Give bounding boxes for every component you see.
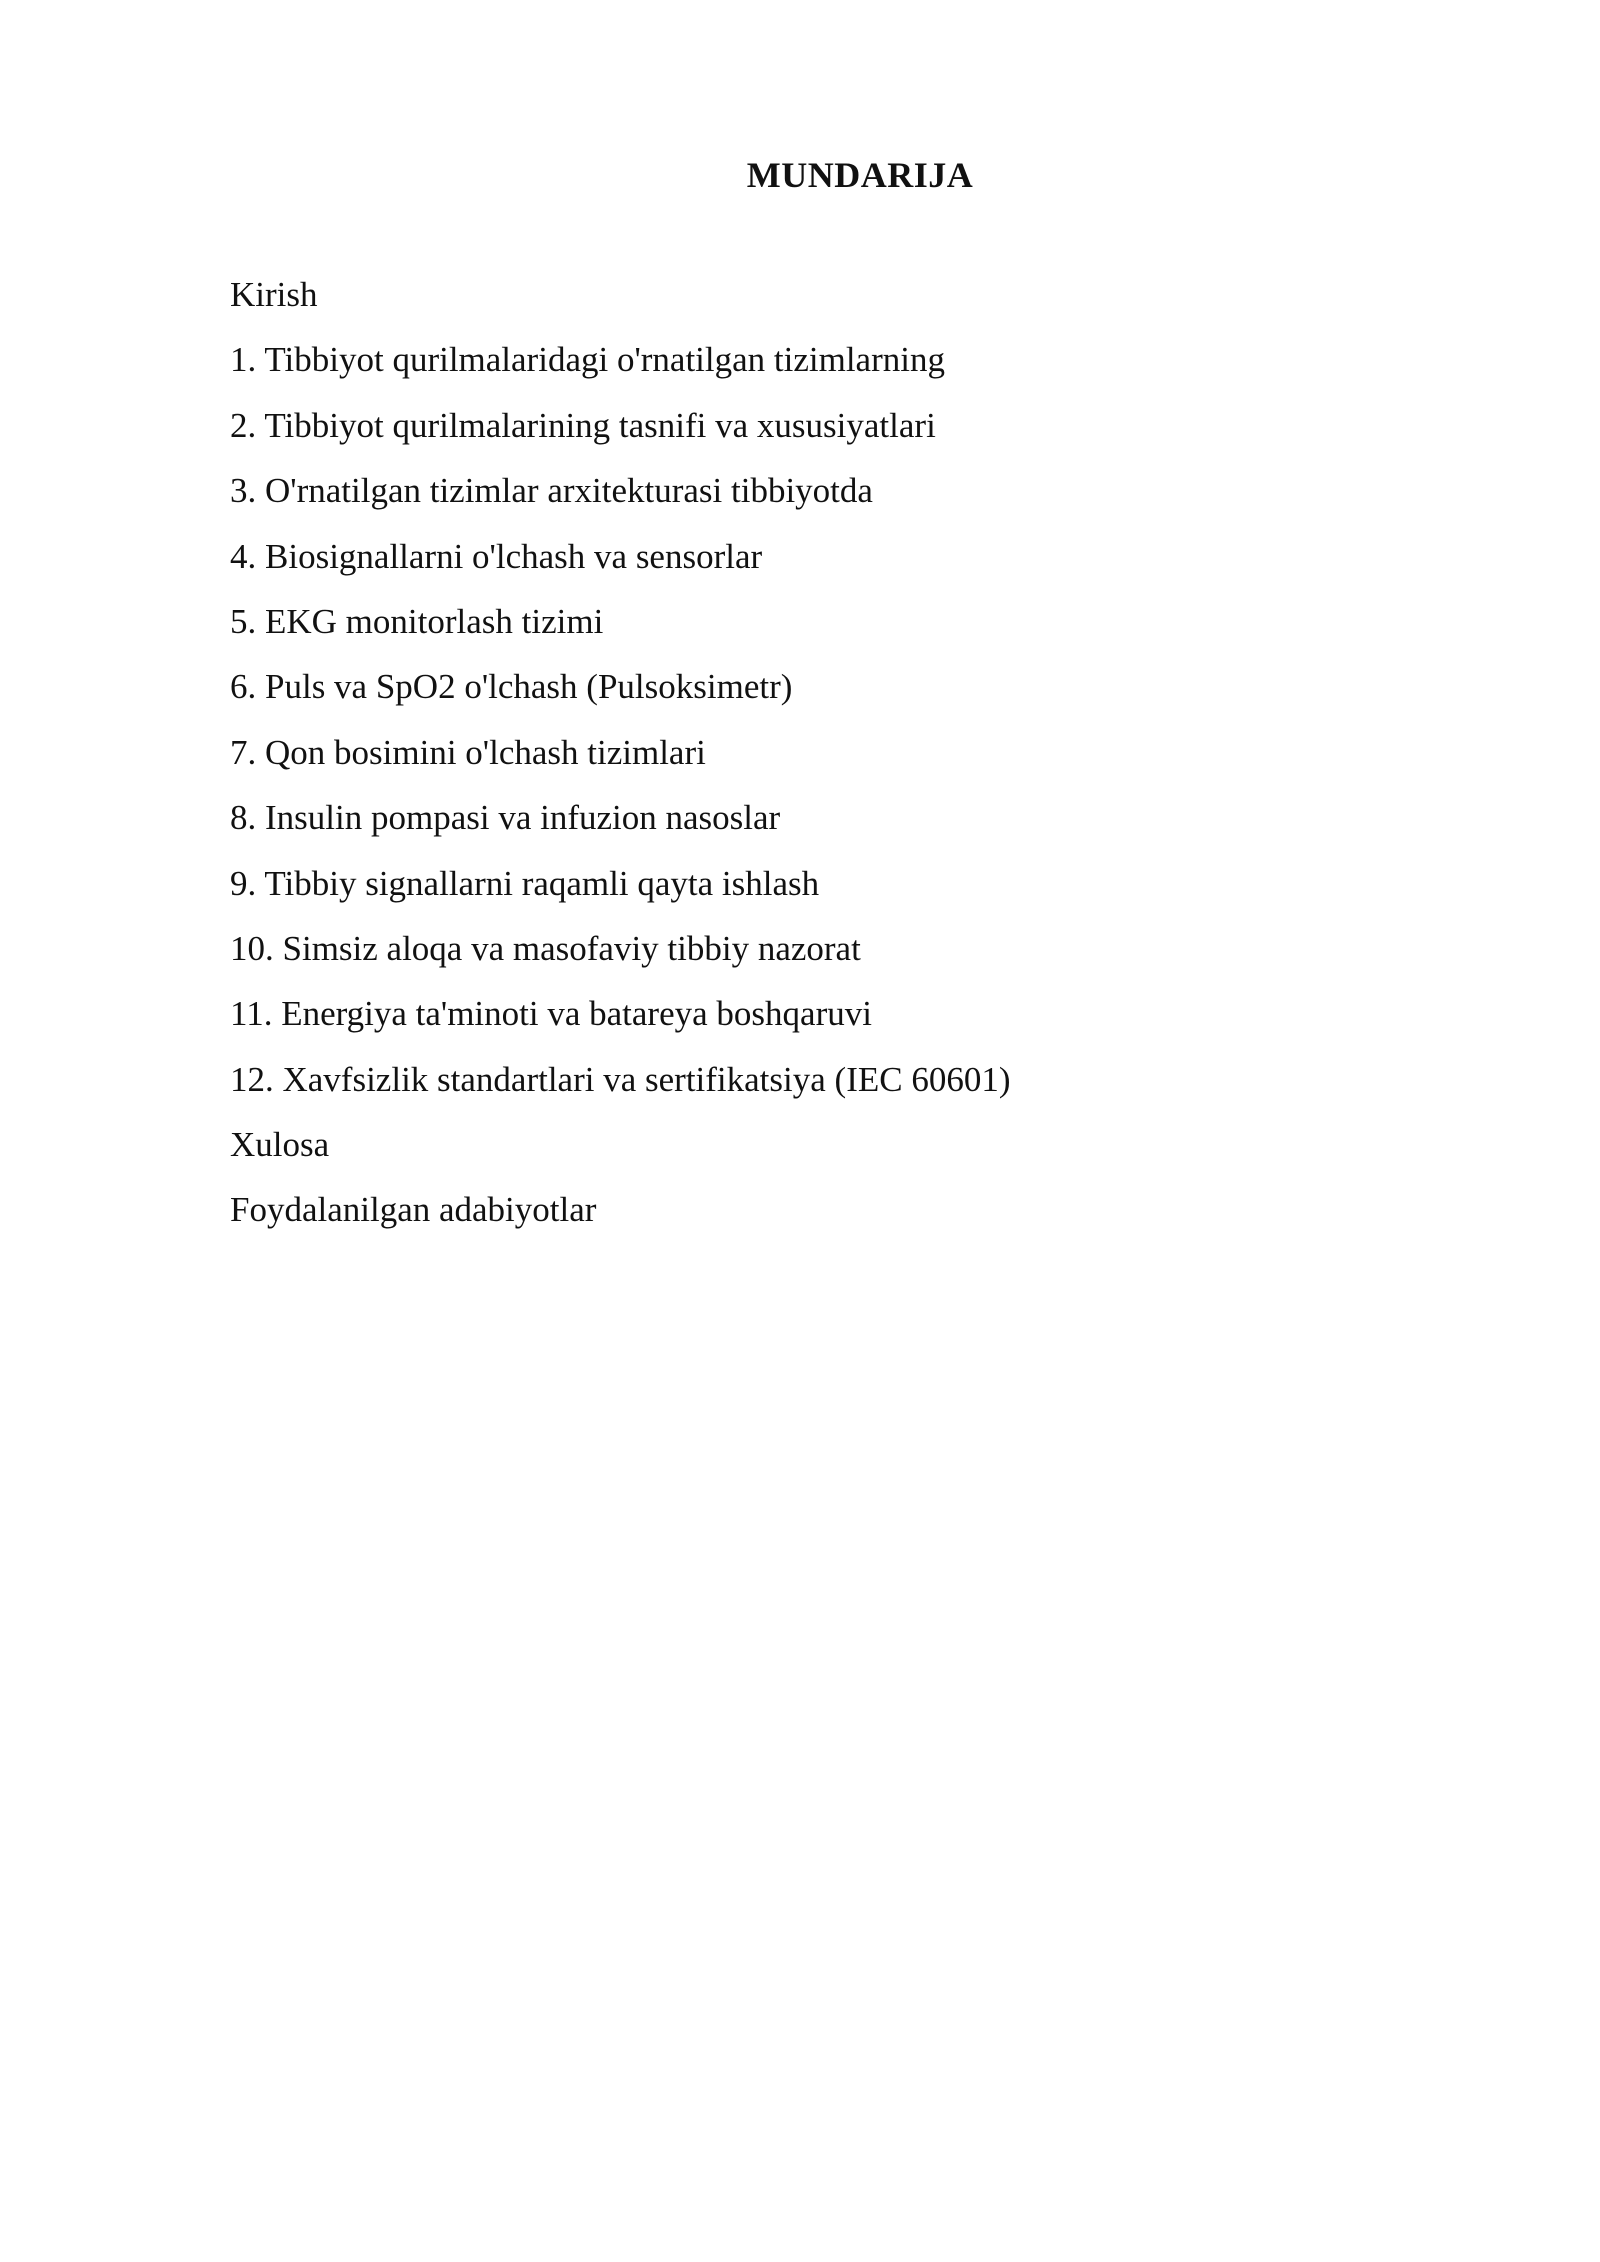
toc-entry-5: 5. EKG monitorlash tizimi [230,601,604,641]
toc-entry-8: 8. Insulin pompasi va infuzion nasoslar [230,798,781,838]
toc-entry-3: 3. O'rnatilgan tizimlar arxitekturasi tibbiyotda [230,471,873,511]
toc-entry-6: 6. Puls va SpO2 o'lchash (Pulsoksimetr) [230,667,793,707]
toc-entry-12: 12. Xavfsizlik standartlari va sertifikatsiya (IEC 60601) [230,1059,1011,1099]
toc-entry-11: 11. Energiya ta'minoti va batareya boshqaruvi [230,994,872,1034]
toc-entry-introduction: Kirish [230,275,318,314]
toc-entry-9: 9. Tibbiy signallarni raqamli qayta ishlash [230,863,820,903]
page-title: MUNDARIJA [746,155,974,195]
toc-entry-4: 4. Biosignallarni o'lchash va sensorlar [230,536,763,576]
toc-entry-references: Foydalanilgan adabiyotlar [230,1190,597,1230]
toc-entry-1: 1. Tibbiyot qurilmalaridagi o'rnatilgan tizimlarning [230,340,945,380]
toc-entry-conclusion: Xulosa [230,1125,330,1165]
toc-entry-10: 10. Simsiz aloqa va masofaviy tibbiy nazorat [230,928,861,968]
table-of-contents [230,262,1010,1243]
toc-entry-7: 7. Qon bosimini o'lchash tizimlari [230,732,706,772]
toc-entry-2: 2. Tibbiyot qurilmalarining tasnifi va xususiyatlari [230,405,936,445]
